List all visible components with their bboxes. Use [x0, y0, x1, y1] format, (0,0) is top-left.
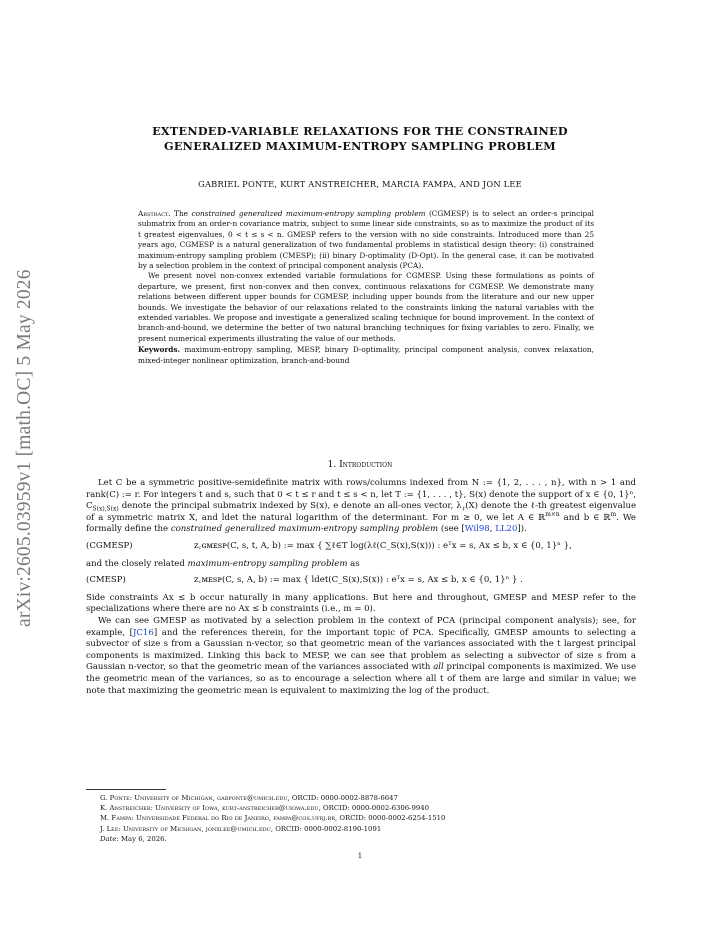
citation-ll20[interactable]: LL20 [495, 524, 518, 535]
equation-label: (CMESP) [86, 575, 126, 586]
arxiv-identifier: arXiv:2605.03959v1 [math.OC] 5 May 2026 [14, 269, 35, 627]
abstract-paragraph-2: We present novel non-convex extended variable formulations for CGMESP. Using these formulations as points of departure, we present, first non-convex and then convex, continuous relaxations for CGMESP. We demonstrate many relations between different upper bounds for CGMESP, including upper bounds from the literature and our new upper bounds. We investigate the behavior of our relaxations related to the constraints linking the natural variables with the extended variables. We propose and investigate a generalized scaling technique for bound improvement. In the context of branch-and-bound, we determine the better of two natural branching techniques for fixing variables to zero. Finally, we present numerical experiments illustrating the value of our methods. [138, 271, 594, 343]
abstract-paragraph-1: Abstract. The constrained generalized maximum-entropy sampling problem (CGMESP) is to select an order-s principal submatrix from an order-n covariance matrix, subject to some linear side constraints, so as to maximize the product of its t greatest eigenvalues, 0 < t ≤ s < n. GMESP refers to the version with no side constraints. Introduced more than 25 years ago, CGMESP is a natural generalization of two fundamental problems in statistical design theory: (i) constrained maximum-entropy sampling problem (CMESP); (ii) binary D-optimality (D-Opt). In the general case, it can be motivated by a selection problem in the context of principal component analysis (PCA). [138, 209, 594, 271]
intro-paragraph-4: We can see GMESP as motivated by a selection problem in the context of PCA (principal component analysis); see, for example, [JC16] and the references therein, for the important topic of PCA. Specifically, GMESP amounts to selecting a subvector of size s from a Gaussian n-vector, so that geometric mean of the variances associated with the t largest principal components is maximized. Linking this back to MESP, we can see that problem as selecting a subvector of size s from a Gaussian n-vector, so that the geometric mean of the variances associated with all principal components is maximized. We use the geometric mean of the variances, so as to encourage a selection where all t of them are large and similar in value; we note that maximizing the geometric mean is equivalent to maximizing the log of the product. [86, 615, 636, 696]
equation-cmesp [86, 575, 636, 587]
equation-body: z꜀ɢᴍᴇꜱᴘ(C, s, t, A, b) := max { ∑ℓ∈T log(λℓ(C_S(x),S(x))) : eᵀx = s, Ax ≤ b, x ∈ {0, 1}ⁿ }, [194, 540, 572, 551]
footnote-rule [86, 789, 166, 790]
keywords-label: Keywords. [138, 345, 181, 355]
author-list: GABRIEL PONTE, KURT ANSTREICHER, MARCIA FAMPA, AND JON LEE [198, 179, 522, 189]
intro-paragraph-3: Side constraints Ax ≤ b occur naturally in many applications. But here and throughout, GMESP and MESP refer to the specializations where there are no Ax ≤ b constraints (i.e., m = 0). [86, 592, 636, 615]
equation-cgmesp [86, 541, 636, 553]
paper-title [110, 124, 610, 154]
section-heading: 1. Introduction [327, 460, 393, 470]
footnote-fampa: M. Fampa: Universidade Federal do Rio de Janeiro, fampa@cos.ufrj.br, ORCID: 0000-0002-6254-1510 [100, 814, 446, 823]
title-line-2: GENERALIZED MAXIMUM-ENTROPY SAMPLING PROBLEM [164, 139, 556, 153]
citation-wil98[interactable]: Wil98 [464, 524, 490, 535]
abstract-label: Abstract. [138, 209, 171, 218]
page-number: 1 [357, 852, 363, 860]
introduction-body [86, 478, 636, 697]
footnotes [100, 793, 630, 844]
date-line: Date: May 6, 2026. [100, 834, 167, 843]
footnote-ponte: G. Ponte: University of Michigan, gabponte@umich.edu, ORCID: 0000-0002-8878-6647 [100, 794, 398, 802]
intro-paragraph-2: and the closely related maximum-entropy sampling problem as [86, 558, 360, 569]
abstract [138, 209, 594, 366]
equation-body: z꜀ᴍᴇꜱᴘ(C, s, A, b) := max { ldet(C_S(x),S(x)) : eᵀx = s, Ax ≤ b, x ∈ {0, 1}ⁿ } . [194, 575, 523, 586]
intro-paragraph-1: Let C be a symmetric positive-semidefinite matrix with rows/columns indexed from N := {1, 2, . . . , n}, with n > 1 and rank(C) := r. For integers t and s, such that 0 < t ≤ r and t ≤ s < n, let T := {1, . . . , t}, S(x) denote the support of x ∈ {0, 1}ⁿ, $C_{S(x),S(x)}$ denote the principal submatrix indexed by S(x), e denote an all-ones vector, $\lambda_\ell(X)$ denote the ℓ-th greatest eigenvalue of a symmetric matrix X, and ldet the natural logarithm of the determinant. For m ≥ 0, we let A ∈ ℝ$^{m\times n}$ and b ∈ ℝ$^m$. We formally define the constrained generalized maximum-entropy sampling problem (see [Wil98, LL20]). [86, 478, 637, 535]
equation-label: (CGMESP) [86, 540, 133, 551]
title-line-1: EXTENDED-VARIABLE RELAXATIONS FOR THE CONSTRAINED [152, 124, 568, 138]
citation-jc16[interactable]: JC16 [132, 627, 154, 638]
keywords: Keywords. maximum-entropy sampling, MESP, binary D-optimality, principal component analysis, convex relaxation, mixed-integer nonlinear optimization, branch-and-bound [138, 345, 594, 365]
footnote-lee: J. Lee: University of Michigan, jonxlee@umich.edu, ORCID: 0000-0002-8190-1091 [100, 824, 382, 833]
footnote-anstreicher: K. Anstreicher: University of Iowa, kurt-anstreicher@uiowa.edu, ORCID: 0000-0002-6306-9940 [100, 804, 429, 813]
